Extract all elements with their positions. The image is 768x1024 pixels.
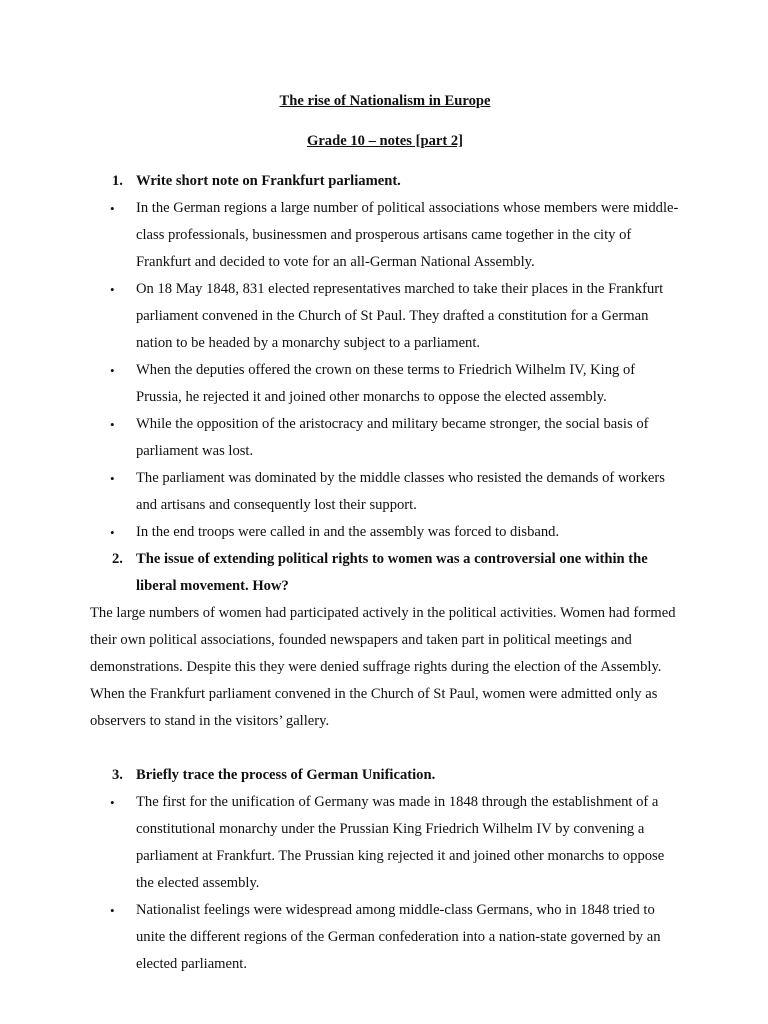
list-item-text: On 18 May 1848, 831 elected representatives marched to take their places in the Frankfurt parliament convened in the Church of St Paul. They drafted a constitution for a German nation to be headed by a monarchy subject to a parliament.	[136, 281, 664, 351]
list-item-text: While the opposition of the aristocracy and military became stronger, the social basis of parliament was lost.	[136, 416, 649, 459]
blank-line	[90, 735, 680, 762]
bullet-icon: •	[110, 417, 115, 432]
list-item-text: Nationalist feelings were widespread among middle-class Germans, who in 1848 tried to unite the different regions of the German confederation into a nation-state governed by an elected parliament.	[136, 902, 661, 972]
list-item-text: In the end troops were called in and the assembly was forced to disband.	[136, 524, 560, 540]
question-3	[90, 762, 680, 789]
document-subtitle: Grade 10 – notes [part 2]	[306, 133, 464, 149]
question-number: 3.	[112, 767, 123, 783]
bullet-icon: •	[110, 201, 115, 216]
question-number: 1.	[112, 173, 123, 189]
list-item-text: The parliament was dominated by the middle classes who resisted the demands of workers and artisans and consequently lost their support.	[136, 470, 665, 513]
document-title: The rise of Nationalism in Europe	[279, 93, 491, 109]
list-item	[90, 519, 680, 546]
list-item-text: In the German regions a large number of political associations whose members were middle-class professionals, businessmen and prosperous artisans came together in the city of Frankfurt and decided to vote for an all-German National Assembly.	[136, 200, 679, 270]
list-item	[90, 411, 680, 465]
bullet-icon: •	[110, 363, 115, 378]
answer-paragraph: The large numbers of women had participated actively in the political activities. Women had formed their own political associations, founded newspapers and taken part in political meetings and demonstrations. Despite this they were denied suffrage rights during the election of the Assembly. When the Frankfurt parliament convened in the Church of St Paul, women were admitted only as observers to stand in the visitors’ gallery.	[90, 605, 676, 729]
question-text: The issue of extending political rights to women was a controversial one within the liberal movement. How?	[136, 551, 648, 594]
question-1	[90, 168, 680, 195]
list-item-text: When the deputies offered the crown on these terms to Friedrich Wilhelm IV, King of Prussia, he rejected it and joined other monarchs to oppose the elected assembly.	[136, 362, 636, 405]
list-item	[90, 789, 680, 897]
list-item	[90, 195, 680, 276]
question-number: 2.	[112, 551, 123, 567]
question-text: Write short note on Frankfurt parliament.	[136, 173, 401, 189]
list-item-text: The first for the unification of Germany was made in 1848 through the establishment of a constitutional monarchy under the Prussian King Friedrich Wilhelm IV by convening a parliament at Frankfurt. The Prussian king rejected it and joined other monarchs to oppose the elected assembly.	[136, 794, 665, 891]
bullet-icon: •	[110, 525, 115, 540]
list-item	[90, 465, 680, 519]
list-item	[90, 897, 680, 978]
list-item	[90, 276, 680, 357]
bullet-icon: •	[110, 282, 115, 297]
bullet-icon: •	[110, 903, 115, 918]
question-text: Briefly trace the process of German Unification.	[136, 767, 436, 783]
question-2	[90, 546, 680, 600]
list-item	[90, 357, 680, 411]
bullet-icon: •	[110, 795, 115, 810]
bullet-icon: •	[110, 471, 115, 486]
